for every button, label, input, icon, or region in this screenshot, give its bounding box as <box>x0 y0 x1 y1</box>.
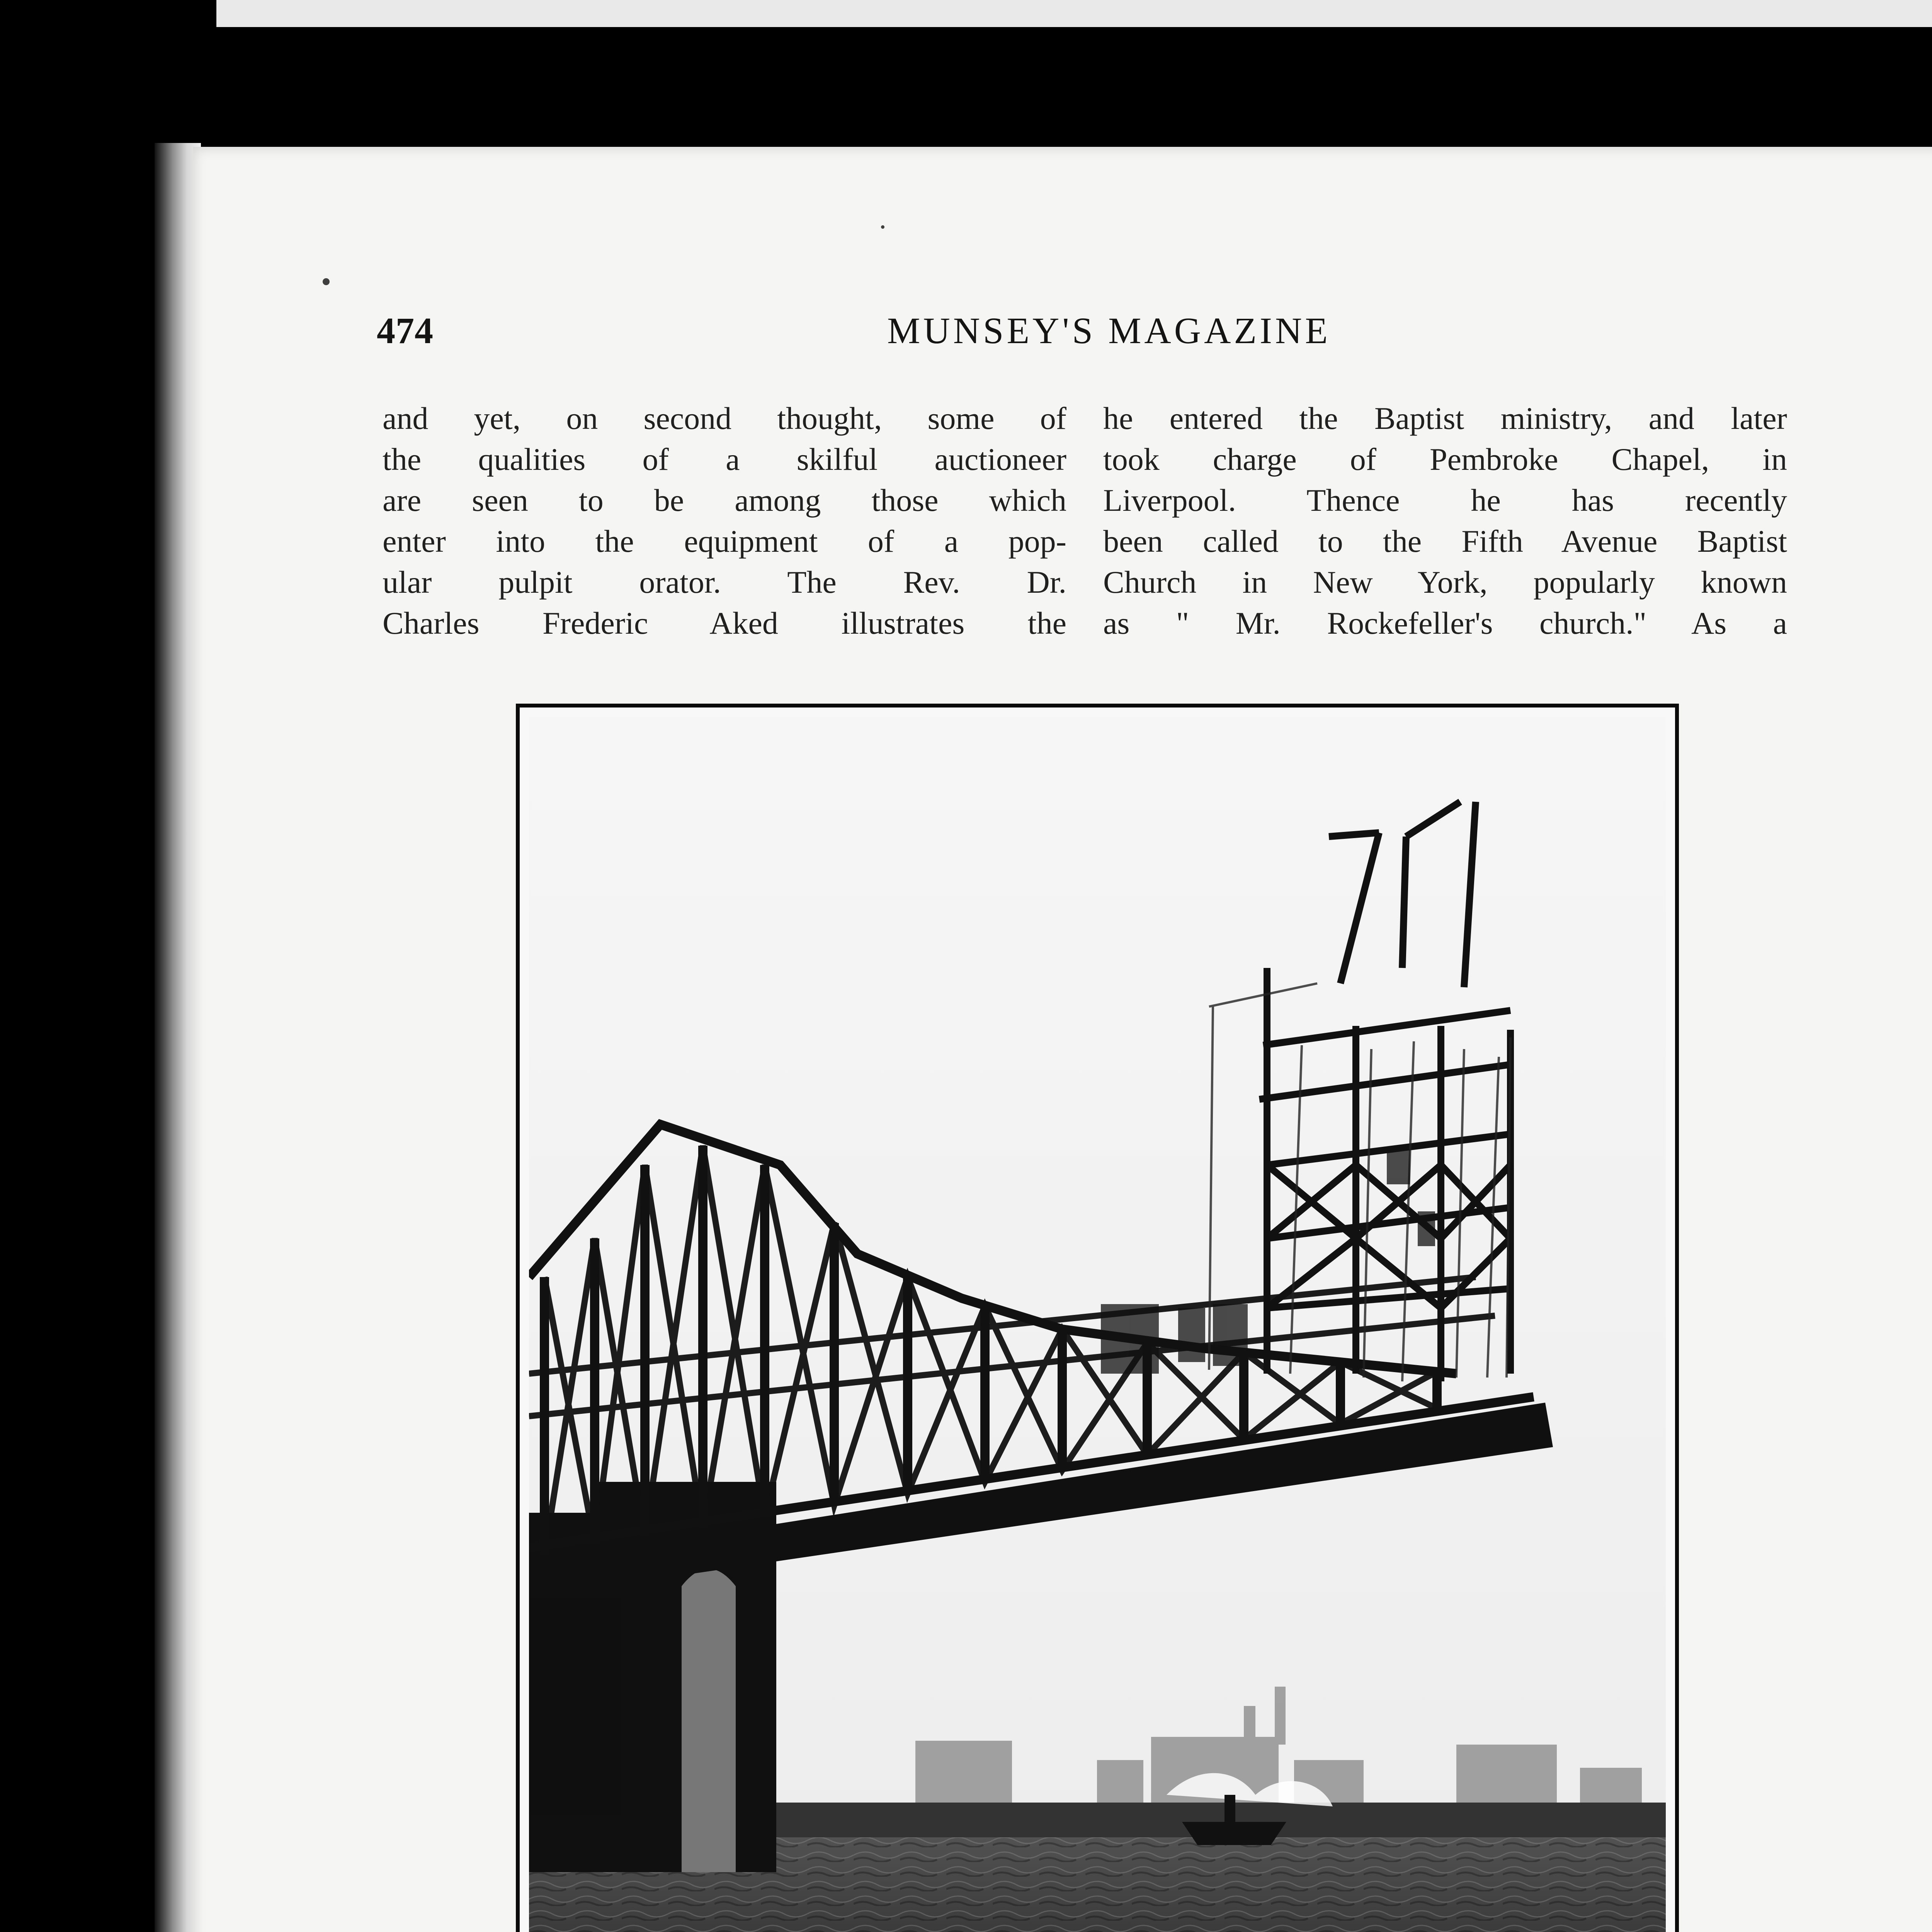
bridge-photograph <box>516 704 1679 1932</box>
top-adjacent-page-edge <box>216 0 1932 27</box>
text-line: Church in New York, popularly known <box>1103 565 1787 600</box>
top-left-column <box>383 398 1066 644</box>
text-line: and yet, on second thought, some of <box>383 401 1066 436</box>
page-number: 474 <box>377 310 434 351</box>
text-line: Charles Frederic Aked illustrates the <box>383 605 1066 641</box>
text-line: enter into the equipment of a pop- <box>383 524 1066 559</box>
text-line: as " Mr. Rockefeller's church." As a <box>1103 605 1787 641</box>
page-header <box>377 309 1768 355</box>
top-right-column <box>1103 398 1787 644</box>
text-line: are seen to be among those which <box>383 483 1066 518</box>
text-line: took charge of Pembroke Chapel, in <box>1103 442 1787 477</box>
text-line: Liverpool. Thence he has recently <box>1103 483 1787 518</box>
bridge-photograph-illustration <box>529 717 1666 1932</box>
text-line: been called to the Fifth Avenue Baptist <box>1103 524 1787 559</box>
paper-speck <box>323 278 330 285</box>
running-title: MUNSEY'S MAGAZINE <box>887 310 1331 351</box>
photograph-image-area <box>529 717 1666 1932</box>
text-line: the qualities of a skilful auctioneer <box>383 442 1066 477</box>
paper-speck <box>881 225 884 229</box>
text-line: ular pulpit orator. The Rev. Dr. <box>383 565 1066 600</box>
text-line: he entered the Baptist ministry, and later <box>1103 401 1787 436</box>
